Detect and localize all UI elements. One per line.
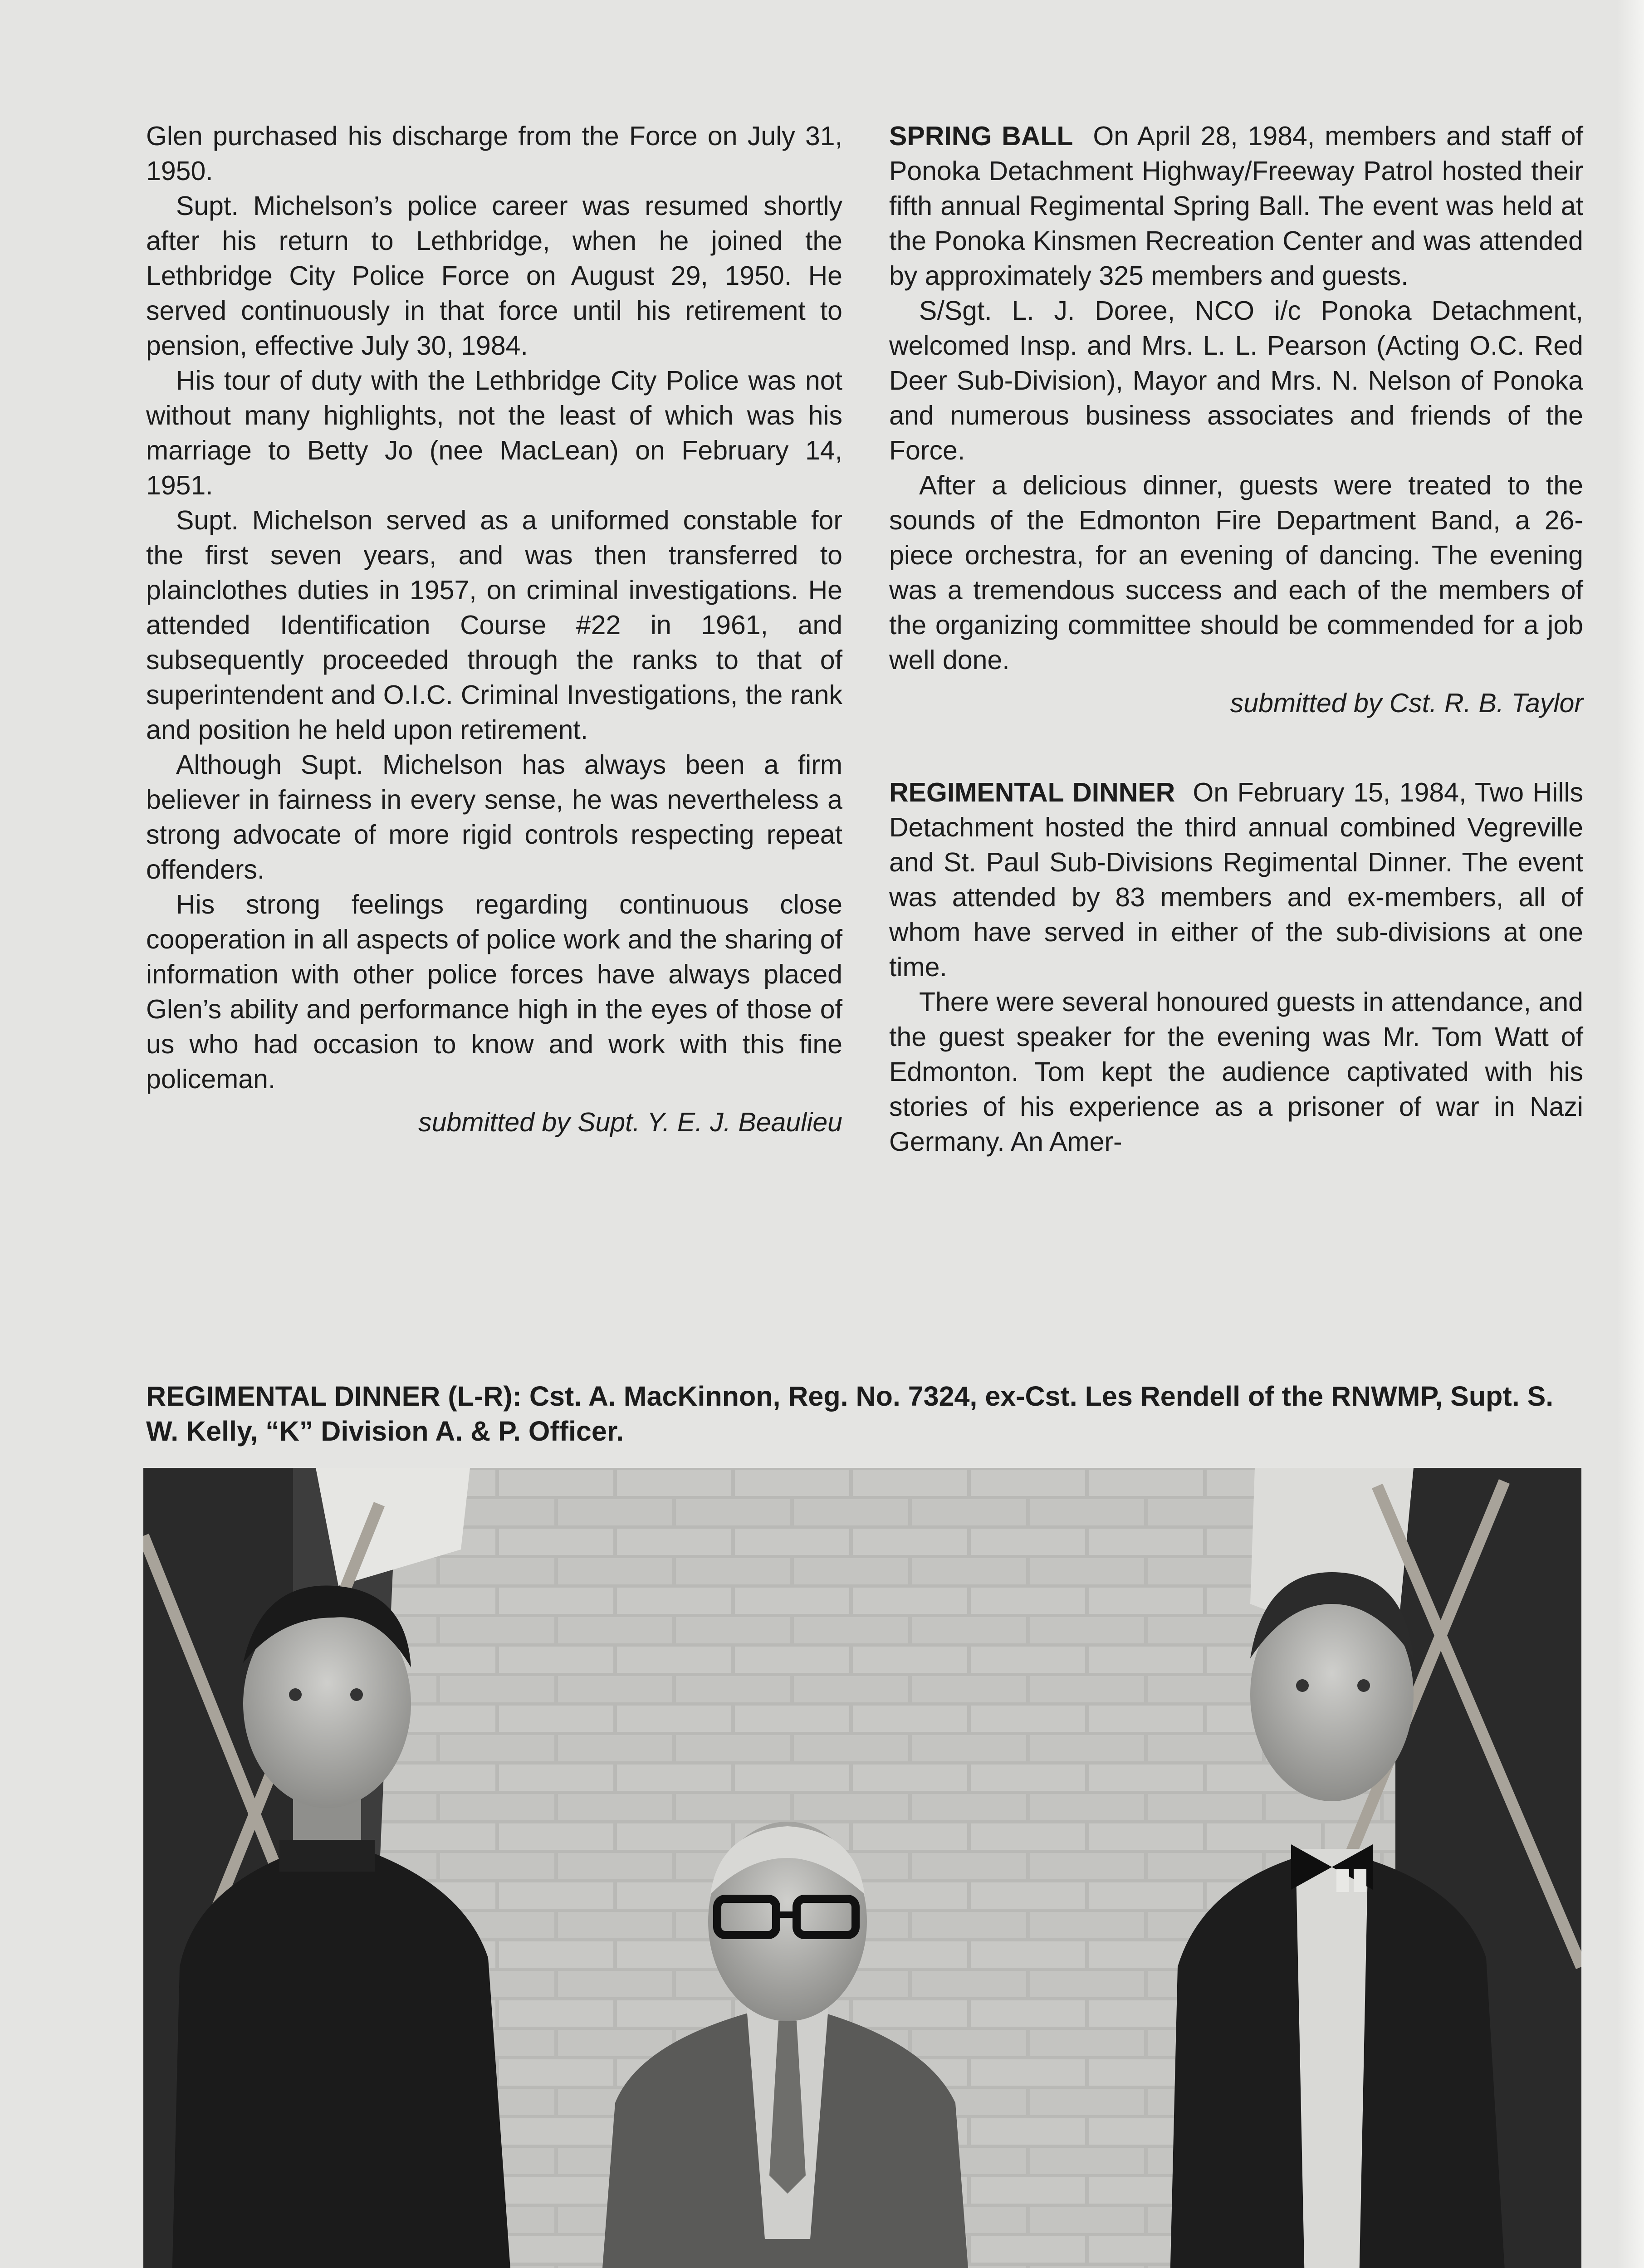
spring-ball-paragraph-3: After a delicious dinner, guests were treated to the sounds of the Edmonton Fire Department Band, a 26-piece orchestra, for an evening of dancing. The evening was a tremendous success and each of the members of the organizing committee should be commended for a job well done. xyxy=(889,470,1583,675)
regimental-dinner-heading: REGIMENTAL DINNER xyxy=(889,777,1175,807)
left-article-credit: submitted by Supt. Y. E. J. Beaulieu xyxy=(418,1107,842,1137)
group-photograph xyxy=(143,1468,1581,2268)
photo-caption xyxy=(146,1379,1584,1449)
section-gap xyxy=(889,721,1583,775)
spring-ball-credit: submitted by Cst. R. B. Taylor xyxy=(1230,688,1583,718)
regimental-dinner-intro-text: On February 15, 1984, Two Hills Detachment hosted the third annual combined Vegreville and St. Paul Sub-Divisions Regimental Dinner. The event was attended by 83 members and ex-members, all of whom have served in either of the sub-divisions at one time. xyxy=(889,777,1583,982)
photo-caption-heading: REGIMENTAL DINNER xyxy=(146,1381,440,1412)
left-paragraph-6: His strong feelings regarding continuous close cooperation in all aspects of police work and the sharing of information with other police forces have always placed Glen’s ability and performance high in the eyes of those of us who had occasion to know and work with this fine policeman. xyxy=(146,890,842,1094)
group-photograph-illustration xyxy=(143,1468,1581,2268)
left-paragraph-5: Although Supt. Michelson has always been a firm believer in fairness in every sense, he was nevertheless a strong advocate of more rigid controls respecting repeat offenders. xyxy=(146,750,842,885)
regimental-dinner-paragraph-2: There were several honoured guests in attendance, and the guest speaker for the evening was Mr. Tom Watt of Edmonton. Tom kept the audience captivated with his stories of his experience as a prisoner of war in Nazi Germany. An Amer- xyxy=(889,987,1583,1157)
left-paragraph-2: Supt. Michelson’s police career was resumed shortly after his return to Lethbridge, when he joined the Lethbridge City Police Force on August 29, 1950. He served continuously in that force until his retirement to pension, effective July 30, 1984. xyxy=(146,191,842,361)
photo-caption-text: (L-R): Cst. A. MacKinnon, Reg. No. 7324, ex-Cst. Les Rendell of the RNWMP, Supt. S. W. Kelly, “K” Division A. & P. Officer. xyxy=(146,1381,1554,1447)
right-column xyxy=(889,119,1583,1159)
left-paragraph-3: His tour of duty with the Lethbridge City Police was not without many highlights, not the least of which was his marriage to Betty Jo (nee MacLean) on February 14, 1951. xyxy=(146,366,842,500)
left-paragraph-4: Supt. Michelson served as a uniformed constable for the first seven years, and was then transferred to plainclothes duties in 1957, on criminal investigations. He attended Identification Course #22 in 1961, and subsequently proceeded through the ranks to that of superintendent and O.I.C. Criminal Investigations, the rank and position he held upon retirement. xyxy=(146,505,842,745)
left-paragraph-1: Glen purchased his discharge from the Force on July 31, 1950. xyxy=(146,121,842,186)
page-edge-shadow xyxy=(1617,0,1644,2268)
spring-ball-intro-text: On April 28, 1984, members and staff of Ponoka Detachment Highway/Freeway Patrol hosted their fifth annual Regimental Spring Ball. The event was held at the Ponoka Kinsmen Recreation Center and was attended by approximately 325 members and guests. xyxy=(889,121,1583,291)
spring-ball-paragraph-1 xyxy=(889,119,1583,293)
left-column xyxy=(146,119,842,1140)
spring-ball-paragraph-2: S/Sgt. L. J. Doree, NCO i/c Ponoka Detachment, welcomed Insp. and Mrs. L. L. Pearson (Acting O.C. Red Deer Sub-Division), Mayor and Mrs. N. Nelson of Ponoka and numerous business associates and friends of the Force. xyxy=(889,296,1583,465)
regimental-dinner-paragraph-1 xyxy=(889,775,1583,985)
spring-ball-heading: SPRING BALL xyxy=(889,121,1073,151)
